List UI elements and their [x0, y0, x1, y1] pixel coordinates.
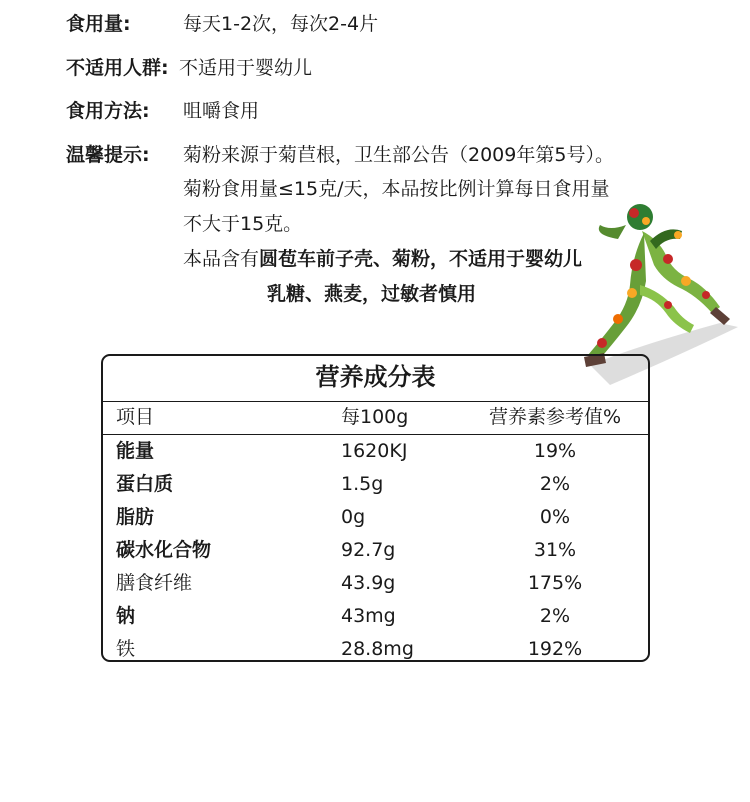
row-item: 钠 — [116, 605, 136, 627]
tips-line-3: 不大于15克。 — [183, 213, 303, 235]
nutrition-table — [101, 354, 650, 662]
method-label: 食用方法: — [66, 100, 150, 122]
row-per100g: 28.8mg — [341, 638, 414, 660]
row-per100g: 1620KJ — [341, 440, 408, 462]
row-per100g: 92.7g — [341, 539, 396, 561]
row-per100g: 43.9g — [341, 572, 396, 594]
row-per100g: 1.5g — [341, 473, 384, 495]
table-row — [103, 534, 648, 567]
dosage-value: 每天1-2次，每次2-4片 — [183, 13, 379, 35]
tips-line-4-bold: 圆苞车前子壳、菊粉，不适用于婴幼儿 — [259, 248, 583, 270]
tips-line-1: 菊粉来源于菊苣根，卫生部公告（2009年第5号）。 — [183, 144, 614, 166]
table-row — [103, 501, 648, 534]
tips-line-5-bold: 乳糖、燕麦，过敏者慎用 — [267, 283, 477, 305]
nutrition-table-title: 营养成分表 — [103, 356, 648, 402]
row-item: 碳水化合物 — [116, 539, 212, 561]
row-nrv: 2% — [539, 605, 571, 627]
unsuitable-value: 不适用于婴幼儿 — [179, 57, 313, 79]
row-item: 蛋白质 — [116, 473, 174, 495]
header-nrv: 营养素参考值% — [488, 406, 622, 428]
row-nrv: 175% — [527, 572, 583, 594]
table-row — [103, 567, 648, 600]
tips-line-5 — [267, 282, 476, 306]
table-row — [103, 633, 648, 666]
row-per100g: 0g — [341, 506, 366, 528]
row-nrv: 19% — [533, 440, 577, 462]
tips-line-2: 菊粉食用量≤15克/天，本品按比例计算每日食用量 — [183, 178, 610, 200]
row-nrv: 0% — [539, 506, 571, 528]
nutrition-table-header — [103, 402, 648, 435]
row-item: 能量 — [116, 440, 155, 462]
header-per100g: 每100g — [341, 406, 409, 428]
table-row — [103, 468, 648, 501]
row-item: 铁 — [116, 638, 136, 660]
tips-line-4 — [183, 247, 582, 271]
row-nrv: 2% — [539, 473, 571, 495]
method-value: 咀嚼食用 — [183, 100, 260, 122]
row-item: 膳食纤维 — [116, 572, 193, 594]
tips-label: 温馨提示: — [66, 144, 150, 166]
table-row — [103, 435, 648, 468]
row-nrv: 192% — [527, 638, 583, 660]
row-nrv: 31% — [533, 539, 577, 561]
row-per100g: 43mg — [341, 605, 396, 627]
header-item: 项目 — [116, 406, 155, 428]
row-item: 脂肪 — [116, 506, 155, 528]
tips-line-4-prefix: 本品含有 — [183, 248, 260, 270]
unsuitable-label: 不适用人群: — [66, 57, 169, 79]
table-row — [103, 600, 648, 633]
dosage-label: 食用量: — [66, 13, 131, 35]
